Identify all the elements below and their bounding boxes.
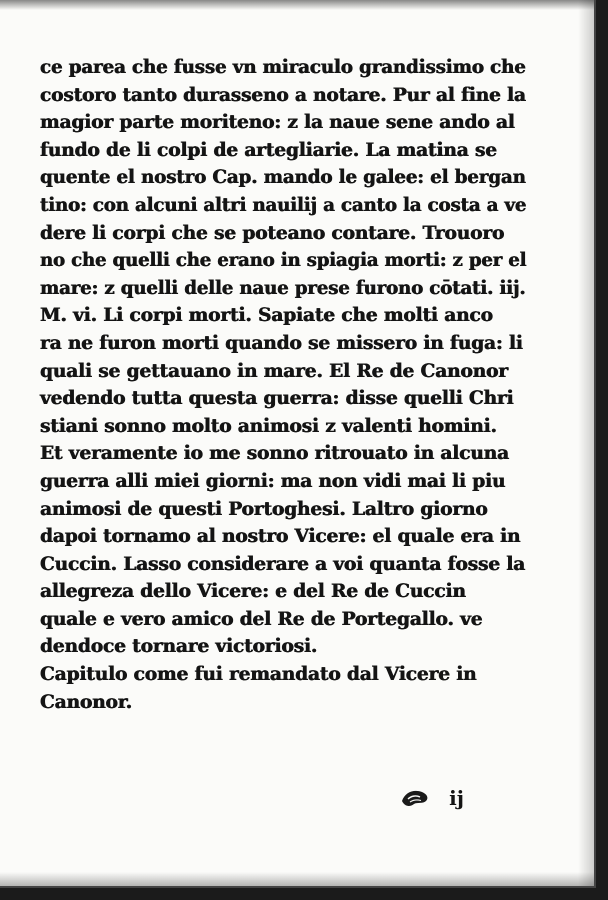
page-bottom-shadow — [0, 872, 594, 886]
text-line: dapoi tornamo al nostro Vicere: el quale era in — [40, 526, 521, 548]
page-top-edge — [0, 0, 594, 10]
text-line: stiani sonno molto animosi z valenti homini. — [40, 415, 497, 437]
text-line: allegreza dello Vicere: e del Re de Cuccin — [40, 581, 466, 603]
text-line: fundo de li colpi de artegliarie. La matina se — [40, 139, 497, 161]
text-line: dere li corpi che se poteano contare. Trouoro — [40, 222, 505, 244]
text-line: vedendo tutta questa guerra: disse quelli Chri — [40, 388, 514, 410]
page-text — [40, 54, 526, 716]
text-line: mare: z quelli delle naue prese furono cōtati. iij. — [40, 277, 526, 299]
text-line: quente el nostro Cap. mando le galee: el bergan — [40, 167, 526, 189]
hand-ornament-icon — [400, 787, 430, 809]
folio — [400, 786, 480, 816]
text-line: no che quelli che erano in spiagia morti: z per el — [40, 250, 527, 272]
text-line: costoro tanto durasseno a notare. Pur al fine la — [40, 84, 526, 106]
text-line: ra ne furon morti quando se missero in fuga: li — [40, 332, 523, 354]
text-line: magior parte moriteno: z la naue sene ando al — [40, 112, 515, 134]
chapter-heading: Capitulo come fui remandato dal Vicere in — [40, 664, 477, 686]
text-line: quale e vero amico del Re de Portegallo. ve — [40, 608, 483, 630]
page-right-shadow — [578, 0, 594, 886]
text-line: Cuccin. Lasso considerare a voi quanta fosse la — [40, 553, 526, 575]
folio-number: ij — [449, 786, 464, 810]
text-line: M. vi. Li corpi morti. Sapiate che molti anco — [40, 305, 493, 327]
text-line: tino: con alcuni altri nauilij a canto la costa a ve — [40, 194, 527, 216]
chapter-heading-continued: Canonor. — [40, 691, 133, 713]
text-line: ce parea che fusse vn miraculo grandissimo che — [40, 57, 526, 78]
text-line: animosi de questi Portoghesi. Laltro giorno — [40, 498, 488, 520]
text-line: dendoce tornare victoriosi. — [40, 636, 318, 658]
text-line: Et veramente io me sonno ritrouato in alcuna — [40, 443, 509, 465]
text-line: quali se gettauano in mare. El Re de Canonor — [40, 360, 508, 382]
text-line: guerra alli miei giorni: ma non vidi mai li piu — [40, 470, 506, 492]
